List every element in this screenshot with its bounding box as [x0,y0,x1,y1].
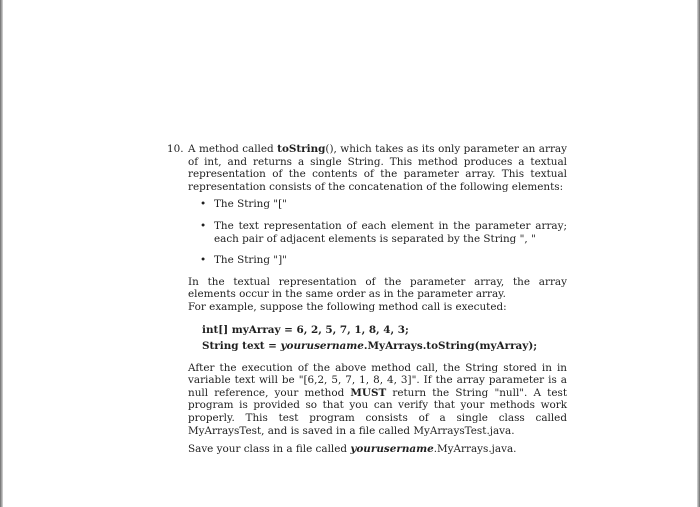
save-text-1: Save your class in a file called [188,443,351,456]
intro-text-2: (), which takes as its only parameter an array of int, and returns a single String. This method produces a textual representation of the contents of the parameter array. This textual representation consists of the concatenation of the following elements: [188,143,567,193]
left-border [0,0,3,507]
list-item-text: The String "[" [214,198,287,211]
question-block [167,143,567,456]
list-item [188,220,567,245]
bullet-icon: • [200,219,207,232]
code-line-2 [202,338,567,354]
code-line-1: int[] myArray = 6, 2, 5, 7, 1, 8, 4, 3; [202,323,409,336]
result-text-1: After the execution of the above method call, the String stored in in variable text will be "[6,2, 5, 7, 1, 8, 4, 3]". If the array parameter is a null reference, your method [188,361,567,399]
intro-paragraph [188,143,567,193]
must-emphasis: MUST [350,386,387,399]
question-body [188,143,567,456]
list-item-text: The text representation of each element in the parameter array; each pair of adjacent elements is separated by the String ", " [214,219,567,245]
example-paragraph: For example, suppose the following method call is executed: [188,300,507,313]
bullet-icon: • [200,254,207,267]
list-item-text: The String "]" [214,254,287,267]
order-paragraph: In the textual representation of the parameter array, the array elements occur in the same order as in the parameter array. [188,275,567,301]
result-paragraph [188,362,567,438]
code-line-2-end: .MyArrays.toString(myArray); [363,339,538,352]
code-example [202,322,567,354]
save-paragraph [188,443,567,456]
bullet-icon: • [200,198,207,211]
code-username: yourusername [280,339,364,352]
list-item [188,198,567,211]
save-text-2: .MyArrays.java. [433,443,517,456]
element-list [188,198,567,266]
result-text-2: return the String "null". A test program is provided so that you can verify that your methods work properly. This test program consists of a single class called MyArraysTest, and is saved in a file called MyArraysTest.java. [188,386,567,437]
list-item [188,254,567,267]
intro-text-1: A method called [188,143,278,155]
save-username: yourusername [350,443,434,456]
question-number: 10. [167,143,184,155]
method-name: toString [277,143,326,155]
code-line-2-start: String text = [202,339,281,352]
